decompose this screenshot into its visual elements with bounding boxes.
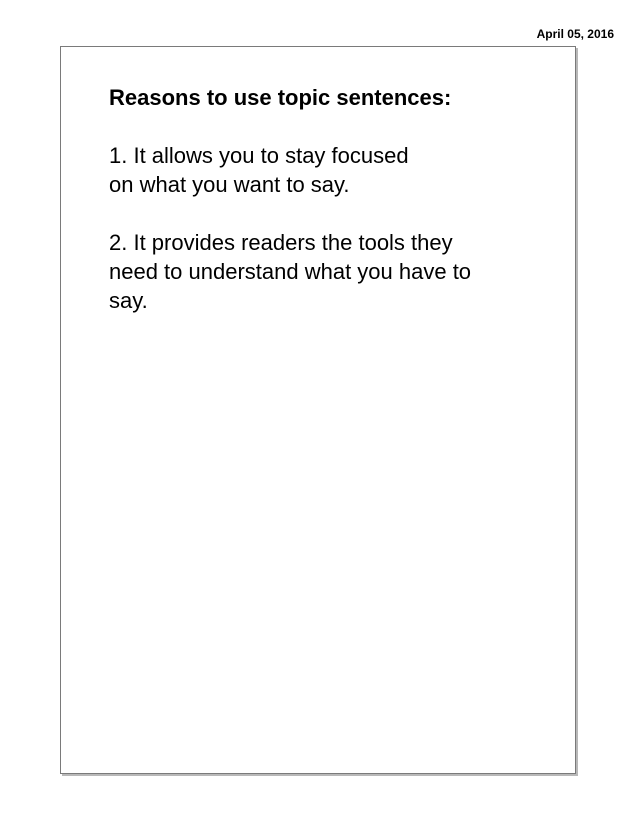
page-date: April 05, 2016 [536,27,614,41]
note-content [109,83,549,344]
reason-2-line-1: 2. It provides readers the tools they [109,230,453,255]
reason-1-line-1: 1. It allows you to stay focused [109,143,409,168]
reason-item-1 [109,141,549,199]
reason-2-line-2: need to understand what you have to [109,259,472,284]
note-heading: Reasons to use topic sentences: [109,85,452,110]
reason-1-line-2: on what you want to say. [109,172,350,197]
reason-2-line-3: say. [109,288,148,313]
reason-item-2 [109,228,549,315]
note-page [60,46,576,774]
